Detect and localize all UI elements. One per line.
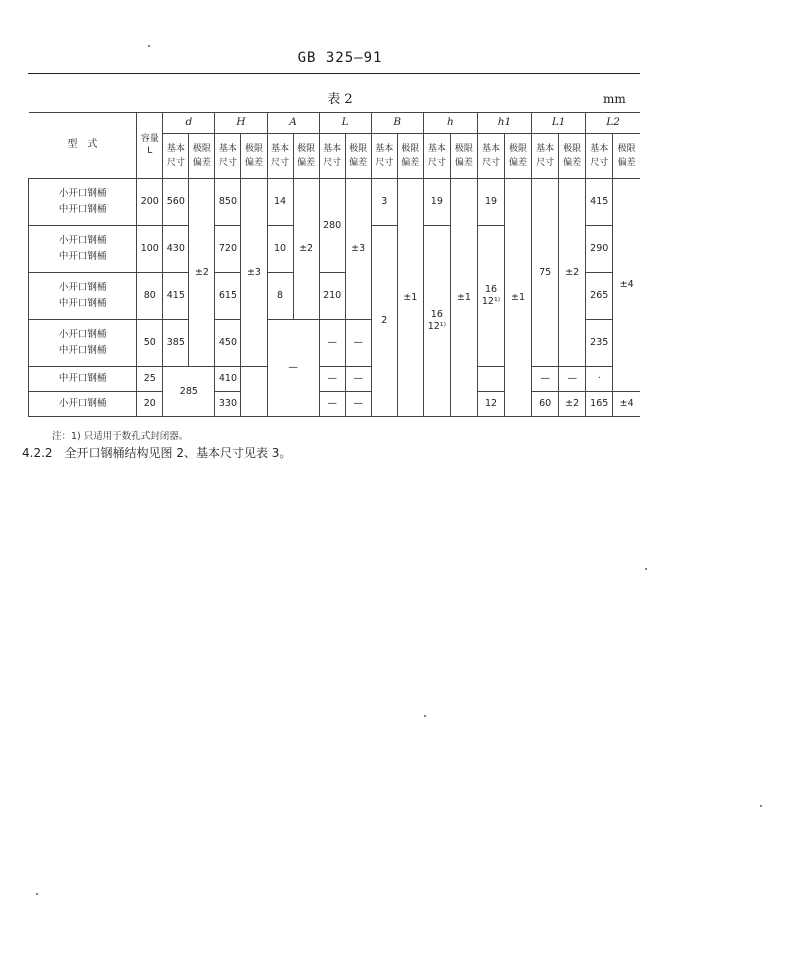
type-cell	[29, 226, 137, 273]
L1-tol: ±2	[559, 392, 586, 417]
scan-speck	[645, 568, 647, 570]
L-basic: —	[319, 320, 345, 367]
scan-speck	[424, 715, 426, 717]
L-tol: ±3	[345, 179, 371, 320]
unit-label: mm	[603, 92, 626, 106]
H-basic: 330	[215, 392, 241, 417]
group-A: A	[267, 113, 319, 134]
type-line: 中开口钢桶	[58, 251, 107, 262]
sub-basic: 基本尺寸	[267, 134, 293, 179]
L-tol: —	[345, 320, 371, 367]
type-cell: 小开口钢桶	[29, 392, 137, 417]
h1-value-footnoted: 12¹⁾	[481, 296, 501, 307]
group-h1: h1	[477, 113, 531, 134]
d-basic: 560	[163, 179, 189, 226]
type-line: 小开口钢桶	[58, 187, 107, 199]
table-row	[29, 392, 641, 417]
sub-basic: 基本尺寸	[215, 134, 241, 179]
H-basic: 410	[215, 367, 241, 392]
L2-tol: ±4	[613, 179, 640, 392]
L-basic: 210	[319, 273, 345, 320]
h-value: 16	[430, 309, 443, 321]
table-footnote: 注：1) 只适用于数孔式封闭器。	[52, 431, 189, 442]
capacity-cell: 80	[137, 273, 163, 320]
h1-basic	[477, 226, 504, 367]
sub-basic: 基本尺寸	[477, 134, 504, 179]
d-tol: ±2	[189, 179, 215, 367]
sub-tol: 极限偏差	[189, 134, 215, 179]
sub-basic: 基本尺寸	[423, 134, 450, 179]
group-H: H	[215, 113, 267, 134]
sub-tol: 极限偏差	[559, 134, 586, 179]
sub-tol: 极限偏差	[345, 134, 371, 179]
A-blank: —	[267, 320, 319, 417]
sub-basic: 基本尺寸	[586, 134, 613, 179]
L2-tol: ±4	[613, 392, 640, 417]
B-basic: 2	[371, 226, 397, 417]
table-row	[29, 367, 641, 392]
A-basic: 8	[267, 273, 293, 320]
type-line: 小开口钢桶	[58, 234, 107, 246]
top-rule	[28, 73, 640, 74]
scan-speck	[760, 805, 762, 807]
L2-basic: 415	[586, 179, 613, 226]
group-L1: L1	[532, 113, 586, 134]
A-basic: 14	[267, 179, 293, 226]
L1-tol: —	[559, 367, 586, 392]
clause-paragraph: 4.2.2 全开口钢桶结构见图 2、基本尺寸见表 3。	[22, 446, 292, 460]
group-d: d	[163, 113, 215, 134]
group-B: B	[371, 113, 423, 134]
type-header: 型 式	[29, 113, 137, 179]
sub-tol: 极限偏差	[293, 134, 319, 179]
group-L2: L2	[586, 113, 640, 134]
H-basic: 615	[215, 273, 241, 320]
sub-basic: 基本尺寸	[319, 134, 345, 179]
sub-basic: 基本尺寸	[532, 134, 559, 179]
H-basic: 450	[215, 320, 241, 367]
H-tol-blank	[241, 367, 267, 417]
capacity-cell: 200	[137, 179, 163, 226]
type-line: 中开口钢桶	[58, 345, 107, 356]
header-row-groups	[29, 113, 641, 134]
type-cell	[29, 179, 137, 226]
sub-tol: 极限偏差	[450, 134, 477, 179]
h1-basic: 12	[477, 392, 504, 417]
L1-basic: 75	[532, 179, 559, 367]
d-basic: 285	[163, 367, 215, 417]
L1-tol: ±2	[559, 179, 586, 367]
L-basic: 280	[319, 179, 345, 273]
L2-basic: 235	[586, 320, 613, 367]
type-line: 小开口钢桶	[58, 328, 107, 340]
type-cell: 中开口钢桶	[29, 367, 137, 392]
scan-speck	[148, 45, 150, 47]
d-basic: 430	[163, 226, 189, 273]
type-cell	[29, 320, 137, 367]
sub-tol: 极限偏差	[241, 134, 267, 179]
L-basic: —	[319, 367, 345, 392]
h-value-footnoted: 12¹⁾	[427, 321, 446, 332]
h-basic	[423, 226, 450, 417]
capacity-cell: 25	[137, 367, 163, 392]
d-basic: 415	[163, 273, 189, 320]
table-row	[29, 179, 641, 226]
L2-basic: ·	[586, 367, 613, 392]
sub-tol: 极限偏差	[613, 134, 640, 179]
B-tol: ±1	[397, 179, 423, 417]
L-tol: —	[345, 367, 371, 392]
sub-tol: 极限偏差	[505, 134, 532, 179]
H-basic: 720	[215, 226, 241, 273]
h1-basic: 19	[477, 179, 504, 226]
group-h: h	[423, 113, 477, 134]
d-basic: 385	[163, 320, 189, 367]
A-tol: ±2	[293, 179, 319, 320]
B-basic: 3	[371, 179, 397, 226]
type-line: 中开口钢桶	[58, 298, 107, 309]
h-basic: 19	[423, 179, 450, 226]
sub-basic: 基本尺寸	[163, 134, 189, 179]
sub-basic: 基本尺寸	[371, 134, 397, 179]
L2-basic: 265	[586, 273, 613, 320]
h1-tol: ±1	[505, 179, 532, 417]
L2-basic: 165	[586, 392, 613, 417]
capacity-cell: 50	[137, 320, 163, 367]
group-L: L	[319, 113, 371, 134]
h1-blank	[477, 367, 504, 392]
H-tol: ±3	[241, 179, 267, 367]
L-tol: —	[345, 392, 371, 417]
h1-value: 16	[484, 284, 498, 296]
type-line: 中开口钢桶	[58, 204, 107, 215]
capacity-header: 容量 L	[137, 113, 163, 179]
capacity-cell: 20	[137, 392, 163, 417]
table-title: 表 2	[327, 92, 353, 107]
standard-code: GB 325—91	[297, 50, 383, 66]
L2-basic: 290	[586, 226, 613, 273]
A-basic: 10	[267, 226, 293, 273]
L1-basic: —	[532, 367, 559, 392]
H-basic: 850	[215, 179, 241, 226]
h-tol: ±1	[450, 179, 477, 417]
scan-speck	[36, 893, 38, 895]
type-cell	[29, 273, 137, 320]
type-line: 小开口钢桶	[58, 281, 107, 293]
capacity-cell: 100	[137, 226, 163, 273]
dimension-table	[28, 112, 640, 417]
sub-tol: 极限偏差	[397, 134, 423, 179]
L1-basic: 60	[532, 392, 559, 417]
L-basic: —	[319, 392, 345, 417]
